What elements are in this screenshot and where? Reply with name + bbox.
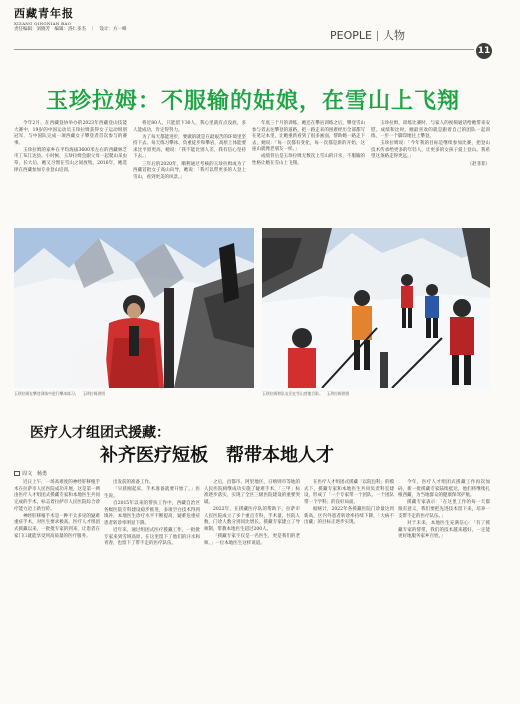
article2-column-4 xyxy=(304,480,394,528)
paragraph: 近年来，通过组团式医疗援藏工作，一批批专家来到雪域高原，在这里留下了他们的汗水和青春，也留下了带不走的医疗队伍。 xyxy=(104,528,200,547)
paragraph: 对于未来，本地医生充满信心：「有了援藏专家的帮带，我们的技术越来越好，一定能更好地服务家乡百姓。」 xyxy=(398,520,490,540)
subheadline-line-2: 补齐医疗短板 帮带本地人才 xyxy=(100,445,334,466)
page-number-badge: 11 xyxy=(476,43,492,59)
byline-authors: 周文 杨勇 xyxy=(22,471,48,477)
newspaper-name: 西藏青年报 xyxy=(14,7,74,20)
paragraph: 玉珍拉姆说：「今年我的目标是继续参加比赛，把登山技术传承给更多的年轻人，让更多的女孩子爱上登山。我希望这条路走得更远。」 xyxy=(371,141,490,160)
paragraph: 之后，昌都市、阿里地区、日喀则市等地的人民医院相继成功实施了疑难手术，「三甲」标准逐步落实，实现了全区三级医院建设的重要突破。 xyxy=(204,480,300,505)
section-en: PEOPLE xyxy=(330,29,372,42)
main-headline: 玉珍拉姆：不服输的姑娘，在雪山上飞翔 xyxy=(45,89,460,114)
paragraph: 据统计，2022年各援藏医院门诊量达到新高，区内外患者转诊率持续下降，「大病不出藏」的目标正逐步实现。 xyxy=(304,507,394,526)
masthead xyxy=(14,5,74,26)
paragraph: 「早晨刚起床，手术准备就要开始了。」医生说。 xyxy=(104,487,200,499)
paragraph: 玉珍拉姆的家乡在平均海拔3600米左右的西藏林芝市工布江达县。小时候，玉珍拉姆会跟父母一起爬山采虫草，长大后，她又习惯在雪山之间放牧。2016年，她选择在西藏参加专业登山培训， xyxy=(14,147,127,173)
paragraph: 援藏专家表示：「在这里工作的每一天都很有意义，我们要把先进技术留下来，培养一支带不走的医疗队伍。」 xyxy=(398,500,490,519)
article1-column-3 xyxy=(252,121,365,168)
byline-box-icon xyxy=(14,471,20,476)
paragraph: 今年，医疗人才组团式援藏工作再次加码，新一批援藏专家陆续抵达，他们将继续扎根西藏，为当地群众的健康保驾护航。 xyxy=(398,480,490,499)
article2-column-5 xyxy=(398,480,490,541)
paragraph: 玉珍拉姆，训练比赛时，与家人的视频通话给她带来安慰。成绩和比时，她最喜欢的就是跟着自己的团队一起训练，一步一个脚印地往上攀登。 xyxy=(371,121,490,140)
article1-column-2 xyxy=(133,121,246,182)
paragraph: 出发前的准备工作。 xyxy=(113,480,154,485)
paragraph: 在医疗人才组团式援藏「以院包科」的模式下，援藏专家和本地医生共同负责科室建设，形成了「一个专家带一个团队，一个团队带一个学科」的良好局面。 xyxy=(304,480,394,505)
photo-caption-2: 玉珍拉姆和队友们在雪山营地合影。 玉珍拉姆供图 xyxy=(262,391,350,396)
newspaper-pinyin: XIZANG QINGNIAN BAO xyxy=(14,21,72,26)
paragraph: 今年2月，在西藏登协举办的2023年西藏登山技能大赛中，19岁的中国运动员玉珍拉姆获得女子运动组别冠军，与中国队完成一项西藏女子攀登者首次参与的赛事。 xyxy=(14,121,127,146)
article2-column-1 xyxy=(14,480,100,541)
paragraph: 为了每天都能进步，要做的就是在最艰苦的环境里坚持下去。每天练习攀冰、负重徒步和攀岩，高原上体能要求比平原更高，她说：「我不能比别人差，我有信心坚持下去。」 xyxy=(133,134,246,160)
section-zh: 人物 xyxy=(382,29,405,42)
article2-column-3 xyxy=(204,480,300,548)
paragraph: 三年后的2020年，顺利通过考核的玉珍拉姆成为了西藏首批女子高山向导，她说：「我可以带更多的人登上雪山，看到更美的风景。」 xyxy=(133,161,246,180)
byline xyxy=(14,470,47,477)
paragraph: （赵菲菲） xyxy=(467,161,490,167)
page-header xyxy=(0,0,520,44)
photo-caption-1: 玉珍拉姆在攀登训练中进行攀冰练习。 玉珍拉姆供图 xyxy=(14,391,106,396)
paragraph: 年底三个月的训练，她还在攀岩训练之后，攀登雪山参与者去往攀登的道路，把一路走来的困难经历全部都写在笔记本里，让她重新看到了很多画面，帮助她一路走下去，她说：「每一次都有变化，每一次都是新的开始，这座山就像老朋友一样。」 xyxy=(252,121,365,153)
subheadline-line-1: 医疗人才组团式援藏： xyxy=(30,425,170,441)
article1-column-1 xyxy=(14,121,127,175)
editor-credits: 责任编辑：刘晓芳 编辑：洛仁多杰 ｜ 设计：方一峰 xyxy=(14,27,127,32)
header-rule xyxy=(14,49,474,50)
paragraph: 神经肝移植手术是一种不太多见的疑难重症手术，对医生要求极高。医疗人才组团式援藏以来，一批批专家的到来，让患者在家门口就能享受到高质量的医疗服务。 xyxy=(14,513,100,539)
paragraph: 成绩背后是玉珍拉姆无数次上雪山的汗水，不服输的性格让她在雪山上飞翔。 xyxy=(252,154,365,167)
paragraph: 「援藏专家不仅是一名医生，更是我们的老师。」一位本地医生这样说道。 xyxy=(204,534,300,546)
paragraph: 自2015年以来的帮扶工作中，西藏自治区各级医院专科建设稳步推进，多项空白技术得到填补，本地医生诊疗水平不断提高，疑难危重症患者转诊率明显下降。 xyxy=(104,500,200,526)
paragraph: 2022年，在援藏医疗队的帮助下，拉萨市人民医院成立了多个重点专科，手术量、住院人数、门诊人数分别同比增长。援藏专家建立了导师制，带教本地医生超过200人。 xyxy=(204,507,300,533)
section-label xyxy=(330,27,405,43)
photo-group-glacier xyxy=(262,228,490,388)
paragraph: 近日上午，一场高难度的神经肝移植手术在拉萨市人民医院成功开展，这是第一例由医疗人才组团式援藏专家和本地医生共同完成的手术，标志着拉萨市人民医院综合诊疗能力迈上新台阶。 xyxy=(14,480,100,512)
article2-column-2 xyxy=(104,480,200,549)
paragraph: 将近80人，只能留下30人，我心里就有点没底，多人能成功，肯定得努力。 xyxy=(133,121,246,133)
article1-column-4 xyxy=(371,121,490,169)
photo-climber-portrait xyxy=(14,228,254,388)
section-divider xyxy=(377,31,378,41)
